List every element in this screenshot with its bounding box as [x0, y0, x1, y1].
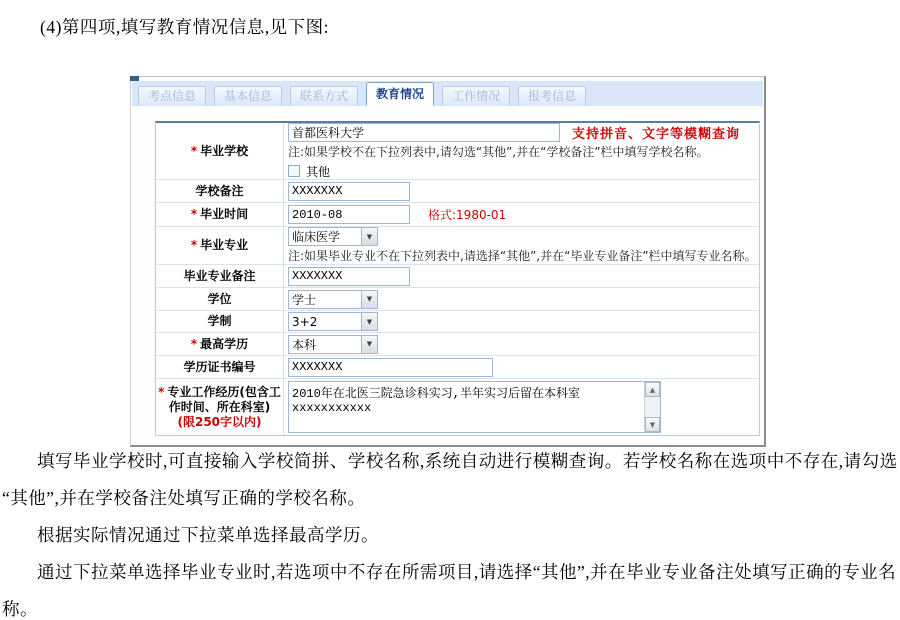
required-marker: *	[190, 143, 198, 158]
other-school-checkbox-label: 其他	[306, 164, 331, 179]
field-label-major: 毕业专业	[200, 238, 249, 252]
paragraph-education-instructions: 根据实际情况通过下拉菜单选择最高学历。	[37, 525, 379, 545]
field-label-major-remark: 毕业专业备注	[183, 268, 256, 283]
required-marker: *	[190, 207, 198, 221]
scroll-up-icon[interactable]: ▲	[645, 382, 660, 397]
required-marker: *	[158, 384, 165, 399]
field-label-highest-education: 最高学历	[200, 336, 249, 351]
highest-education-select[interactable]	[288, 335, 378, 354]
scroll-down-icon[interactable]: ▼	[645, 417, 660, 432]
school-remark-input[interactable]	[288, 182, 410, 201]
doc-heading: (4)第四项,填写教育情况信息,见下图:	[40, 17, 330, 37]
field-label-certificate-no: 学历证书编号	[183, 359, 256, 374]
tab-work-info[interactable]: 工作情况	[442, 86, 510, 106]
schooling-select[interactable]	[288, 312, 378, 331]
row-schooling	[156, 311, 759, 333]
tab-registration-info[interactable]: 报考信息	[518, 86, 586, 106]
row-graduation-school	[156, 123, 759, 180]
date-format-hint: 格式:1980-01	[428, 208, 507, 222]
tab-bar	[132, 81, 763, 106]
doc-paragraphs	[2, 443, 898, 620]
major-note: 注:如果毕业专业不在下拉列表中,请选择“其他”,并在“毕业专业备注”栏中填写专业名称。	[288, 249, 757, 263]
school-fuzzy-hint: 支持拼音、文字等模糊查询	[572, 126, 741, 142]
schooling-select-value: 3+2	[292, 314, 318, 329]
tab-basic-info[interactable]: 基本信息	[214, 86, 282, 106]
required-marker: *	[190, 238, 198, 252]
major-remark-input[interactable]	[288, 267, 410, 286]
tab-education-info[interactable]: 教育情况	[366, 82, 434, 106]
tab-contact-info[interactable]: 联系方式	[290, 86, 358, 106]
field-label-school-remark: 学校备注	[195, 183, 244, 198]
row-major	[156, 227, 759, 265]
field-label-grad-date: 毕业时间	[200, 207, 249, 221]
tab-exam-site-info[interactable]: 考点信息	[138, 86, 206, 106]
chevron-down-icon: ▼	[361, 336, 377, 353]
row-major-remark	[156, 265, 759, 288]
chevron-down-icon: ▼	[361, 228, 377, 245]
work-experience-textarea-wrap	[288, 381, 661, 433]
field-label-school: 毕业学校	[200, 143, 249, 158]
row-graduation-date	[156, 203, 759, 227]
row-degree	[156, 288, 759, 311]
form-screenshot-panel	[130, 76, 766, 447]
major-select-value: 临床医学	[292, 230, 341, 244]
school-input[interactable]	[288, 123, 560, 142]
row-school-remark	[156, 180, 759, 203]
field-label-work-experience: 专业工作经历(包含工作时间、所在科室)	[167, 384, 281, 414]
textarea-scrollbar[interactable]	[644, 382, 660, 432]
school-note: 注:如果学校不在下拉列表中,请勾选“其他”,并在“学校备注”栏中填写学校名称。	[288, 144, 709, 159]
education-form-table	[155, 121, 760, 436]
grad-date-input[interactable]	[288, 205, 410, 224]
chevron-down-icon: ▼	[361, 291, 377, 308]
row-highest-education	[156, 333, 759, 356]
certificate-no-input[interactable]	[288, 358, 493, 377]
work-experience-limit: (限250字以内)	[177, 414, 262, 429]
paragraph-school-instructions: 填写毕业学校时,可直接输入学校简拼、学校名称,系统自动进行模糊查询。若学校名称在选项中不存在,请勾选 “其他”,并在学校备注处填写正确的学校名称。	[2, 451, 898, 508]
highest-education-select-value: 本科	[292, 337, 317, 352]
other-school-checkbox[interactable]	[288, 165, 300, 177]
row-work-experience	[156, 379, 759, 435]
degree-select[interactable]	[288, 290, 378, 309]
required-marker: *	[190, 336, 198, 351]
paragraph-major-instructions: 通过下拉菜单选择毕业专业时,若选项中不存在所需项目,请选择“其他”,并在毕业专业备注处填写正确的专业名称。	[2, 562, 897, 619]
degree-select-value: 学士	[292, 292, 317, 307]
row-certificate-no	[156, 356, 759, 379]
major-select[interactable]	[288, 227, 378, 246]
field-label-degree: 学位	[207, 291, 232, 306]
chevron-down-icon: ▼	[361, 313, 377, 330]
work-experience-textarea[interactable]	[289, 382, 644, 432]
field-label-schooling: 学制	[207, 314, 232, 328]
